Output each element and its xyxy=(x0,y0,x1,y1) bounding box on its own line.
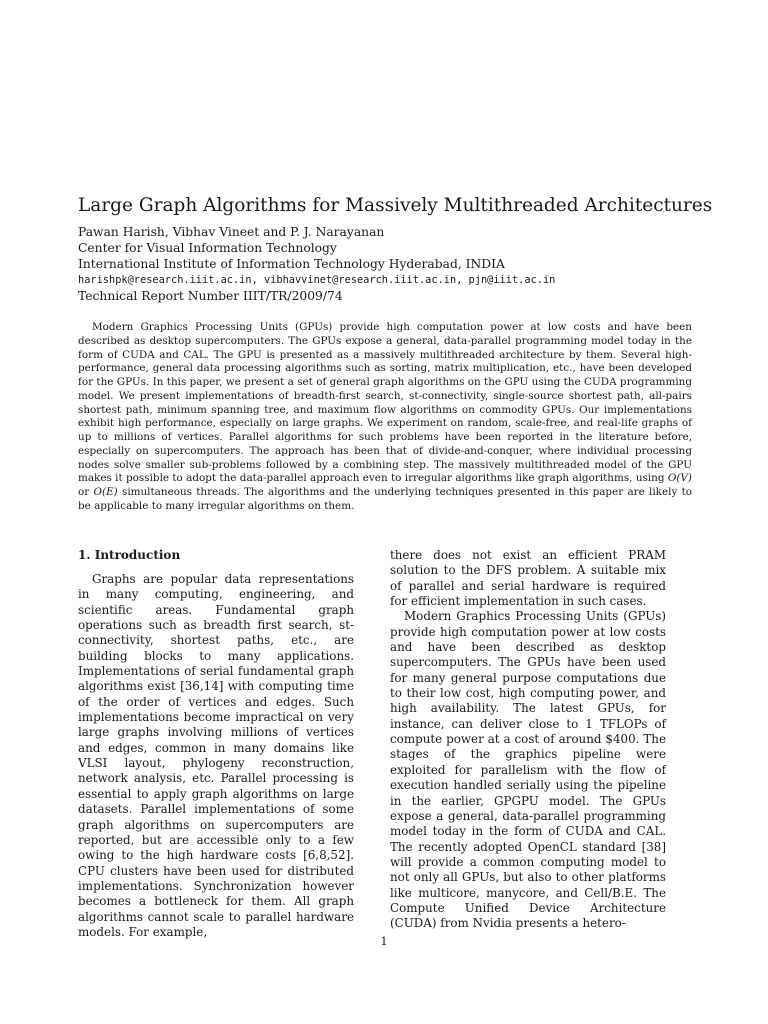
math-o-e: O(E) xyxy=(93,486,118,498)
section-heading-introduction: 1. Introduction xyxy=(78,548,181,562)
math-o-v: O(V) xyxy=(667,472,692,485)
affiliation-institute: International Institute of Information Technology Hyderabad, INDIA xyxy=(78,257,505,271)
paper-title: Large Graph Algorithms for Massively Multithreaded Architectures xyxy=(78,195,713,216)
author-emails: harishpk@research.iiit.ac.in, vibhavvinet@research.iiit.ac.in, pjn@iiit.ac.in xyxy=(78,274,556,286)
right-column xyxy=(390,548,666,932)
abstract-text-end: simultaneous threads. The algorithms and the underlying techniques presented in this paper are likely to be applicable to many irregular algorithms on them. xyxy=(78,486,693,512)
intro-paragraph-1: Graphs are popular data representations in many computing, engineering, and scientific areas. Fundamental graph operations such as breadth first search, st-connectivity, shortest paths, etc., are building blocks to many applications. Implementations of serial fundamental graph algorithms exist [36,14] with computing time of the order of vertices and edges. Such implementations become impractical on very large graphs involving millions of vertices and edges, common in many domains like VLSI layout, phylogeny reconstruction, network analysis, etc. Parallel processing is essential to apply graph algorithms on large datasets. Parallel implementations of some graph algorithms on supercomputers are reported, but are accessible only to a few owing to the high hardware costs [6,8,52]. CPU clusters have been used for distributed implementations. Synchronization however becomes a bottleneck for them. All graph algorithms cannot scale to parallel hardware models. For example, xyxy=(78,572,354,939)
abstract-text-start: Modern Graphics Processing Units (GPUs) provide high computation power at low costs and have been described as desktop supercomputers. The GPUs expose a general, data-parallel programming model today in the form of CUDA and CAL. The GPU is presented as a massively multithreaded architecture by them. Several high-performance, general data processing algorithms such as sorting, matrix multiplication, etc., have been developed for the GPUs. In this paper, we present a set of general graph algorithms on the GPU using the CUDA programming model. We present implementations of breadth-first search, st-connectivity, single-source shortest path, all-pairs shortest path, minimum spanning tree, and maximum flow algorithms on commodity GPUs. Our implementations exhibit high performance, especially on large graphs. We experiment on random, scale-free, and real-life graphs of up to millions of vertices. Parallel algorithms for such problems have been reported in the literature before, especially on supercomputers. The approach has been that of divide-and-conquer, where individual processing nodes solve smaller sub-problems followed by a combining step. The massively multithreaded model of the GPU makes it possible to adopt the data-parallel approach even to irregular algorithms like graph algorithms, using xyxy=(78,321,692,485)
affiliation-center: Center for Visual Information Technology xyxy=(78,241,337,255)
intro-paragraph-2: Modern Graphics Processing Units (GPUs) provide high computation power at low costs and have been described as desktop supercomputers. The GPUs have been used for many general purpose computations due to their low cost, high computing power, and high availability. The latest GPUs, for instance, can deliver close to 1 TFLOPs of compute power at a cost of around $400. The stages of the graphics pipeline were exploited for parallelism with the flow of execution handled serially using the pipeline in the earlier, GPGPU model. The GPUs expose a general, data-parallel programming model today in the form of CUDA and CAL. The recently adopted OpenCL standard [38] will provide a common computing model to not only all GPUs, but also to other platforms like multicore, manycore, and Cell/B.E. The Compute Unified Device Architecture (CUDA) from Nvidia presents a hetero- xyxy=(390,609,666,931)
intro-paragraph-continued: there does not exist an efficient PRAM solution to the DFS problem. A suitable mix of parallel and serial hardware is required for efficient implementation in such cases. xyxy=(390,548,666,609)
report-number: Technical Report Number IIIT/TR/2009/74 xyxy=(78,289,343,303)
page-number: 1 xyxy=(380,934,388,948)
author-block xyxy=(78,224,698,304)
abstract-word-or: or xyxy=(78,486,94,498)
author-names: Pawan Harish, Vibhav Vineet and P. J. Narayanan xyxy=(78,225,385,239)
left-column xyxy=(78,548,354,940)
abstract xyxy=(78,321,692,514)
